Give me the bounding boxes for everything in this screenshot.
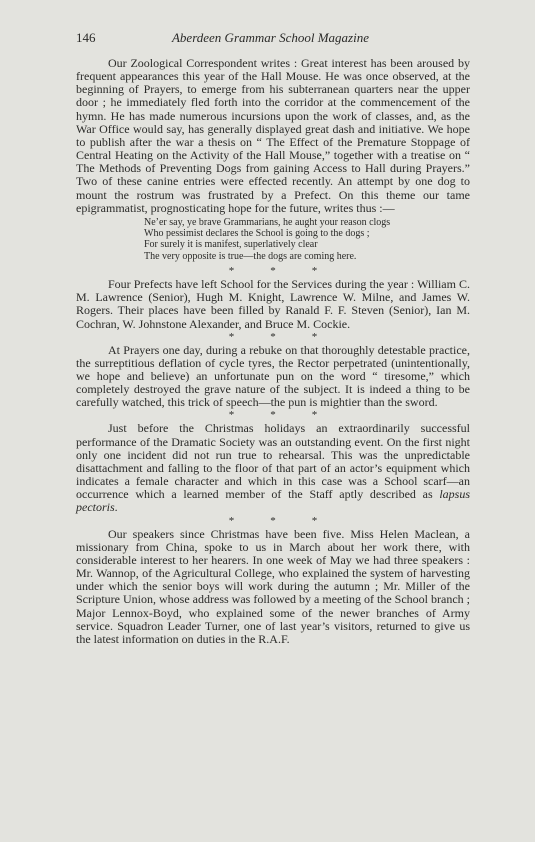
paragraph-pun: At Prayers one day, during a rebuke on that thoroughly detestable practice, the surreptitious deflation of cycle tyres, the Rector perpetrated (unintentionally, we hope and believe) an unfortunate pun on the word “ tiresome,” which completely destroyed the grave nature of the subject. It is indeed a thing to be carefully watched, this trick of speech—the pun is mightier than the sword. xyxy=(76,342,470,410)
paragraph-dramatic-society xyxy=(76,422,470,514)
paragraph-text: Just before the Christmas holidays an extraordinarily successful performance of the Dramatic Society was an outstanding event. On the first night only one incident did not run true to rehearsal. This was the unpredictable disattachment and falling to the floor of that part of an actor’s equipment which indicates a female character and which in this case was a School scarf—an occurrence which a learned member of the Staff aptly described as xyxy=(76,421,470,502)
paragraph-speakers: Our speakers since Christmas have been five. Miss Helen Maclean, a missionary from China, spoke to us in March about her work there, with considerable interest to her hearers. In one week of May we had three speakers : Mr. Wannop, of the Agricultural College, who explained the system of harvesting under which the senior boys will work during the autumn ; Mr. Miller of the Scripture Union, whose address was followed by a meeting of the School branch ; Major Lennox-Boyd, who explained some of the newer branches of Army service. Squadron Leader Turner, one of last year’s visitors, returned to give us the latest information on duties in the R.A.F. xyxy=(76,526,470,646)
separator-asterisk: * xyxy=(311,409,318,422)
separator-asterisk: * xyxy=(228,265,235,278)
separator-asterisk: * xyxy=(311,265,318,278)
section-separator xyxy=(76,515,470,528)
paragraph-end-punctuation: . xyxy=(114,500,118,515)
separator-asterisk: * xyxy=(270,330,276,343)
running-title: Aberdeen Grammar School Magazine xyxy=(171,30,369,45)
verse-line: The very opposite is true—the dogs are coming here. xyxy=(144,250,357,262)
separator-asterisk: * xyxy=(228,330,235,343)
separator-asterisk: * xyxy=(270,514,276,527)
paragraph-prefects: Four Prefects have left School for the Services during the year : William C. M. Lawrence (Senior), Hugh M. Knight, Lawrence W. Milne, and James W. Rogers. Their places have been filled by Ranald F. F. Steven (Senior), Ian M. Cochran, W. Johnstone Alexander, and Bruce M. Cockie. xyxy=(76,277,470,331)
separator-asterisk: * xyxy=(311,330,318,343)
verse-line: For surely it is manifest, superlatively clear xyxy=(144,239,318,251)
separator-asterisk: * xyxy=(228,514,235,527)
page-header xyxy=(76,30,465,50)
separator-asterisk: * xyxy=(228,409,235,422)
page-number: 146 xyxy=(76,30,96,45)
italic-phrase: lapsus pectoris xyxy=(76,487,470,515)
separator-asterisk: * xyxy=(270,265,276,278)
separator-asterisk: * xyxy=(311,514,318,527)
separator-asterisk: * xyxy=(270,409,276,422)
article-body xyxy=(76,57,470,646)
section-separator xyxy=(76,331,470,344)
paragraph-hall-mouse: Our Zoological Correspondent writes : Great interest has been aroused by frequent appearances this year of the Hall Mouse. He was once observed, at the beginning of Prayers, to emerge from his subterranean quarters near the upper door ; he immediately fled forth into the corridor at the commencement of the hymn. He has made numerous incursions upon the work of classes, and, as the War Office would say, has generally displayed great dash and initiative. We hope to publish after the war a thesis on “ The Effect of the Premature Stoppage of Central Heating on the Activity of the Hall Mouse,” together with a treatise on “ The Methods of Preventing Dogs from gaining Access to Hall during Prayers.” Two of these canine entries were effected recently. An attempt by one dog to mount the rostrum was frustrated by a Prefect. On this theme our tame epigrammatist, prognosticating hope for the future, writes thus :— xyxy=(76,56,470,215)
verse-line: Who pessimist declares the School is going to the dogs ; xyxy=(144,228,370,240)
epigram-verse xyxy=(144,217,470,262)
verse-line: Ne’er say, ye brave Grammarians, he aught your reason clogs xyxy=(144,216,391,228)
